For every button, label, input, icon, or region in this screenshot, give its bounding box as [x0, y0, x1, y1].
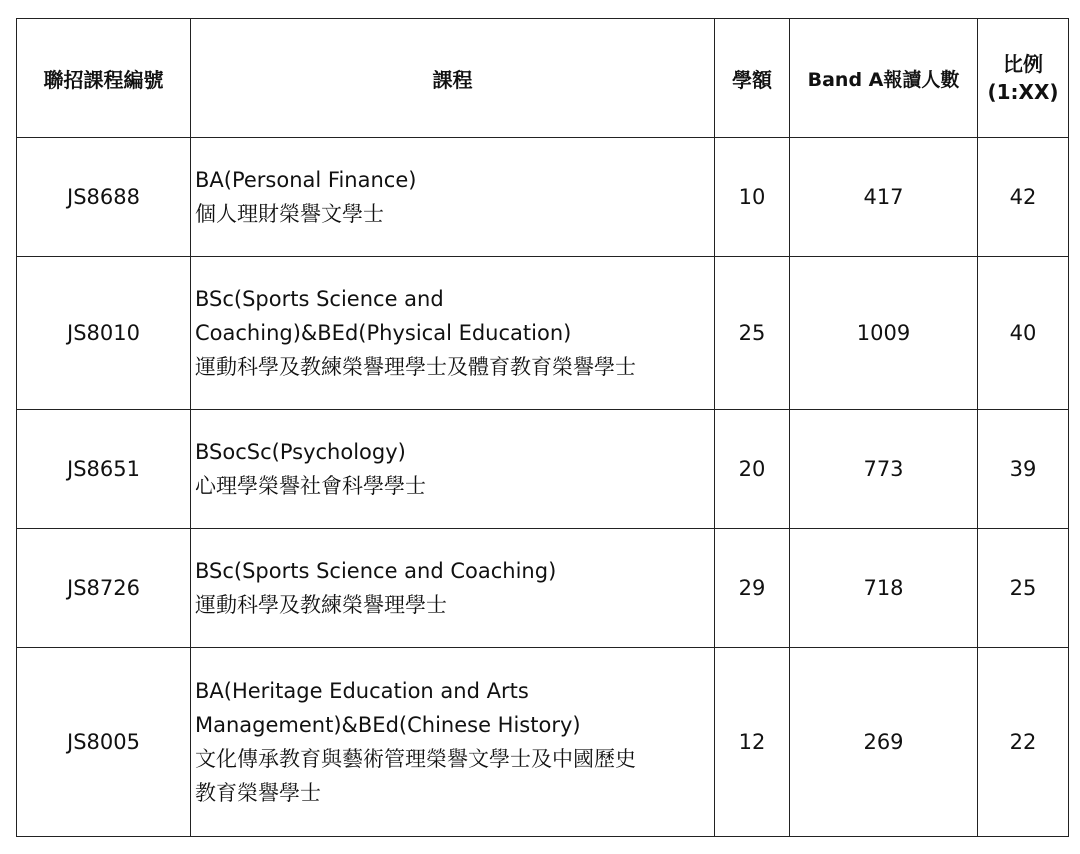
course-line: BSc(Sports Science and [195, 287, 444, 311]
course-line: Management)&BEd(Chinese History) [195, 713, 581, 737]
course-line: BSocSc(Psychology) [195, 440, 406, 464]
table-row [17, 257, 1069, 410]
cell-course [191, 529, 715, 648]
cell-applicants: 417 [790, 138, 978, 257]
cell-course [191, 257, 715, 410]
cell-code: JS8688 [17, 138, 191, 257]
course-line: Coaching)&BEd(Physical Education) [195, 321, 572, 345]
cell-applicants: 773 [790, 410, 978, 529]
cell-course [191, 138, 715, 257]
header-ratio-line1: 比例 [1003, 52, 1043, 76]
course-line: BA(Personal Finance) [195, 168, 417, 192]
cell-ratio: 40 [978, 257, 1069, 410]
header-applicants: Band A報讀人數 [790, 19, 978, 138]
cell-quota: 25 [715, 257, 790, 410]
cell-course [191, 648, 715, 837]
cell-quota: 10 [715, 138, 790, 257]
header-quota: 學額 [715, 19, 790, 138]
course-line: 心理學榮譽社會科學學士 [195, 474, 426, 498]
cell-ratio: 42 [978, 138, 1069, 257]
cell-quota: 29 [715, 529, 790, 648]
cell-code: JS8010 [17, 257, 191, 410]
course-line: 運動科學及教練榮譽理學士 [195, 593, 447, 617]
cell-course [191, 410, 715, 529]
cell-applicants: 1009 [790, 257, 978, 410]
course-line: 運動科學及教練榮譽理學士及體育教育榮譽學士 [195, 355, 636, 379]
cell-ratio: 25 [978, 529, 1069, 648]
cell-ratio: 39 [978, 410, 1069, 529]
table-row [17, 410, 1069, 529]
course-line: 個人理財榮譽文學士 [195, 202, 384, 226]
cell-applicants: 269 [790, 648, 978, 837]
admissions-table [16, 18, 1069, 837]
course-line: BA(Heritage Education and Arts [195, 679, 529, 703]
course-line: BSc(Sports Science and Coaching) [195, 559, 557, 583]
header-ratio-line2: (1:XX) [987, 80, 1059, 104]
cell-code: JS8726 [17, 529, 191, 648]
course-line: 教育榮譽學士 [195, 781, 321, 805]
table-row [17, 648, 1069, 837]
header-code: 聯招課程編號 [17, 19, 191, 138]
table-row [17, 529, 1069, 648]
header-row [17, 19, 1069, 138]
table-row [17, 138, 1069, 257]
cell-applicants: 718 [790, 529, 978, 648]
cell-quota: 20 [715, 410, 790, 529]
header-course: 課程 [191, 19, 715, 138]
cell-ratio: 22 [978, 648, 1069, 837]
cell-code: JS8651 [17, 410, 191, 529]
course-line: 文化傳承教育與藝術管理榮譽文學士及中國歷史 [195, 747, 636, 771]
cell-quota: 12 [715, 648, 790, 837]
header-ratio [978, 19, 1069, 138]
cell-code: JS8005 [17, 648, 191, 837]
